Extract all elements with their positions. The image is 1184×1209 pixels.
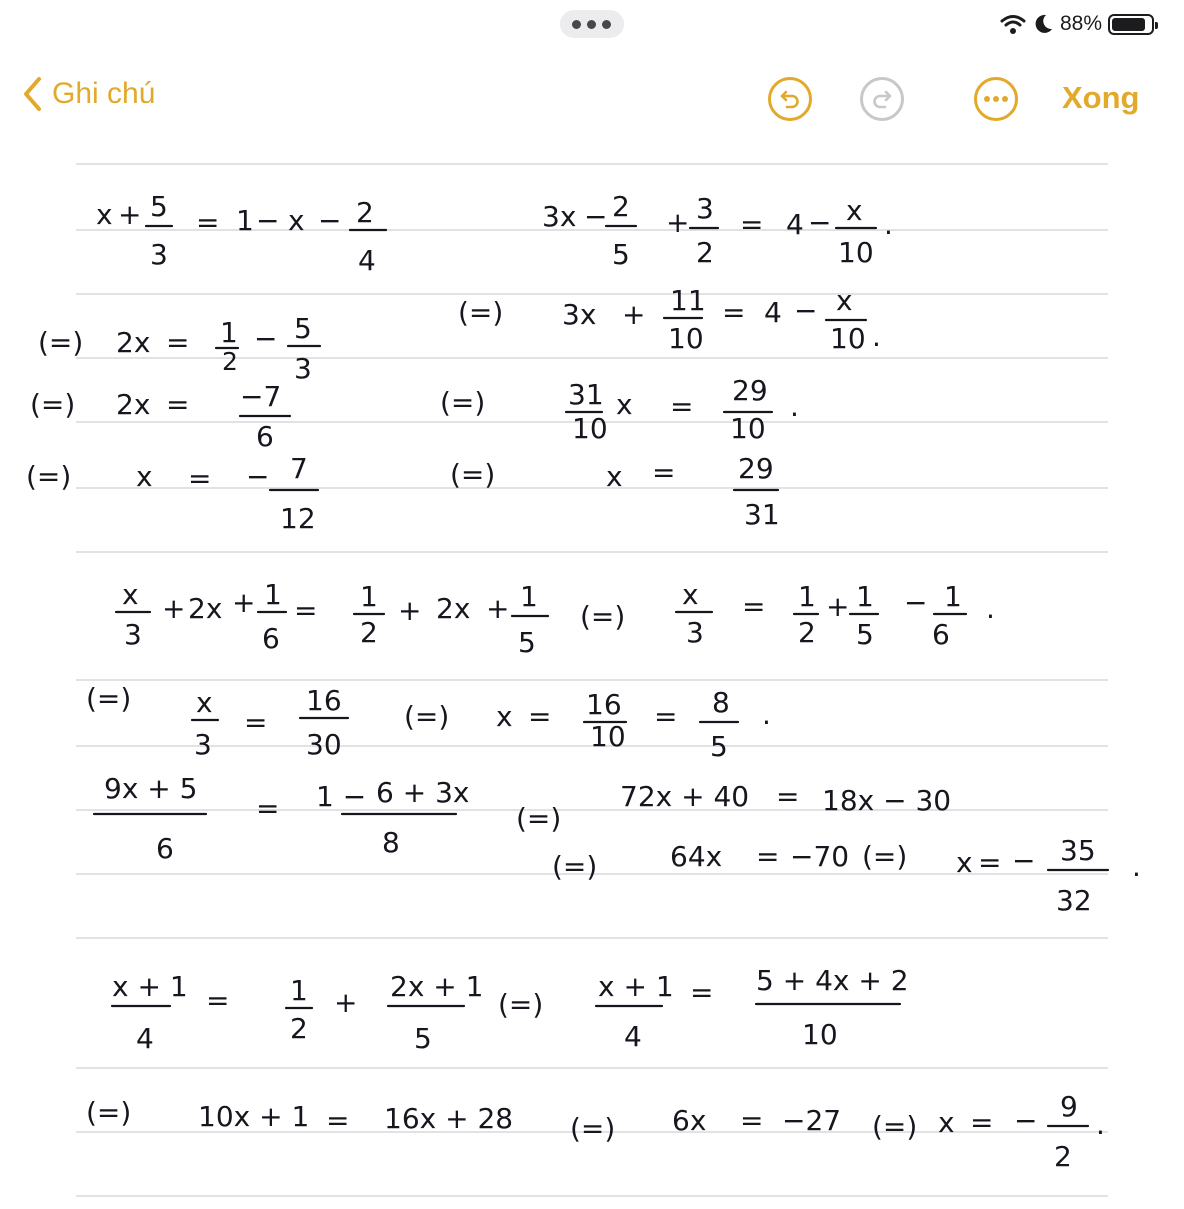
ink-text: 3 bbox=[294, 352, 312, 385]
ink-text: 31 bbox=[568, 378, 604, 411]
ink-text: 3 bbox=[686, 616, 704, 649]
ink-text: 3 bbox=[696, 192, 714, 225]
ink-text: x + 1 bbox=[598, 970, 674, 1003]
equation-2 bbox=[440, 190, 893, 531]
ink-text: = bbox=[722, 296, 746, 329]
ink-text: (=) bbox=[86, 682, 132, 715]
ink-text: 4 bbox=[786, 208, 804, 241]
ink-text: 5 + 4x + 2 bbox=[756, 964, 909, 997]
ink-text: − bbox=[904, 586, 928, 619]
ink-text: = bbox=[654, 700, 678, 733]
ink-text: − bbox=[256, 204, 280, 237]
ink-text: 2 bbox=[360, 616, 378, 649]
ink-text: − bbox=[246, 460, 270, 493]
ink-text: + bbox=[232, 586, 256, 619]
ink-text: 6 bbox=[932, 618, 950, 651]
ink-text: 2 bbox=[1054, 1140, 1072, 1173]
ink-text: − bbox=[808, 206, 832, 239]
ink-text: . bbox=[790, 390, 799, 423]
ink-text: x bbox=[496, 700, 513, 733]
ink-text: 1 bbox=[264, 578, 282, 611]
ink-text: − bbox=[1014, 1104, 1038, 1137]
ink-text: 3x bbox=[542, 200, 577, 233]
ink-text: 5 bbox=[150, 190, 168, 223]
ink-text: = bbox=[776, 780, 800, 813]
ink-text: = bbox=[978, 846, 1002, 879]
ink-text: 1 bbox=[360, 580, 378, 613]
ink-text: 1 bbox=[236, 204, 254, 237]
ink-text: 10 bbox=[802, 1018, 838, 1051]
ink-text: + bbox=[118, 198, 142, 231]
ink-text: 4 bbox=[624, 1020, 642, 1053]
ink-text: 2 bbox=[356, 196, 374, 229]
ink-text: = bbox=[970, 1106, 994, 1139]
equation-1 bbox=[26, 190, 386, 535]
ink-text: 11 bbox=[670, 284, 706, 317]
ink-text: x bbox=[288, 204, 305, 237]
ink-text: 2 bbox=[612, 190, 630, 223]
ink-text: (=) bbox=[570, 1112, 616, 1145]
multitasking-dots[interactable] bbox=[560, 10, 624, 38]
ink-text: (=) bbox=[26, 460, 72, 493]
ink-text: = bbox=[294, 594, 318, 627]
ink-text: 8 bbox=[712, 686, 730, 719]
ink-text: 5 bbox=[414, 1022, 432, 1055]
ink-text: + bbox=[826, 590, 850, 623]
ink-text: −70 bbox=[790, 840, 850, 873]
ink-text: = bbox=[206, 984, 230, 1017]
ink-text: = bbox=[690, 976, 714, 1009]
ink-text: . bbox=[1096, 1108, 1105, 1141]
ink-text: . bbox=[986, 592, 995, 625]
ink-text: = bbox=[166, 388, 190, 421]
ink-text: x + 1 bbox=[112, 970, 188, 1003]
ink-text: − bbox=[1012, 844, 1036, 877]
ink-text: + bbox=[162, 592, 186, 625]
ink-text: 6 bbox=[156, 832, 174, 865]
ink-text: 2x bbox=[116, 388, 151, 421]
ink-text: x bbox=[846, 194, 863, 227]
ink-text: 5 bbox=[518, 626, 536, 659]
redo-button[interactable] bbox=[860, 77, 904, 121]
ink-text: 1 bbox=[520, 580, 538, 613]
battery-icon bbox=[1108, 14, 1154, 35]
ink-text: x bbox=[96, 198, 113, 231]
ink-text: = bbox=[196, 206, 220, 239]
ink-text: − bbox=[254, 322, 278, 355]
ink-text: 2x bbox=[188, 592, 223, 625]
ink-text: 1 bbox=[856, 580, 874, 613]
ink-text: 16 bbox=[306, 684, 342, 717]
ink-text: 6x bbox=[672, 1104, 707, 1137]
ink-text: (=) bbox=[580, 600, 626, 633]
ink-text: 2 bbox=[222, 347, 238, 376]
ink-text: . bbox=[872, 320, 881, 353]
ink-text: 72x + 40 bbox=[620, 780, 750, 813]
ink-text: + bbox=[398, 594, 422, 627]
ink-text: 1 bbox=[290, 974, 308, 1007]
ink-text: = bbox=[740, 1104, 764, 1137]
status-indicators bbox=[1000, 8, 1154, 40]
ink-text: 5 bbox=[710, 730, 728, 763]
ink-text: = bbox=[326, 1104, 350, 1137]
ink-text: 10 bbox=[572, 412, 608, 445]
ink-text: (=) bbox=[440, 386, 486, 419]
ink-text: 4 bbox=[358, 244, 376, 277]
ink-text: 7 bbox=[290, 452, 308, 485]
ink-text: (=) bbox=[552, 850, 598, 883]
ink-text: + bbox=[666, 206, 690, 239]
ink-text: (=) bbox=[86, 1096, 132, 1129]
ink-text: 64x bbox=[670, 840, 723, 873]
ink-text: x bbox=[682, 578, 699, 611]
ink-text: 4 bbox=[764, 296, 782, 329]
ink-text: 2 bbox=[696, 236, 714, 269]
undo-button[interactable] bbox=[768, 77, 812, 121]
ink-text: (=) bbox=[516, 802, 562, 835]
ink-text: 16x + 28 bbox=[384, 1102, 514, 1135]
ink-text: 1 bbox=[798, 580, 816, 613]
ink-text: . bbox=[1132, 850, 1141, 883]
ink-text: 10 bbox=[838, 236, 874, 269]
ink-text: − bbox=[794, 294, 818, 327]
ink-text: (=) bbox=[404, 700, 450, 733]
ink-text: 3 bbox=[150, 238, 168, 271]
more-icon bbox=[983, 95, 1009, 103]
ink-text: 10 bbox=[830, 322, 866, 355]
ink-text: x bbox=[938, 1106, 955, 1139]
ink-text: + bbox=[334, 986, 358, 1019]
ink-text: 9 bbox=[1060, 1090, 1078, 1123]
ink-text: 1 − bbox=[316, 780, 367, 813]
ink-text: 6 bbox=[262, 622, 280, 655]
ink-text: = bbox=[670, 390, 694, 423]
ink-text: x bbox=[606, 460, 623, 493]
back-label: Ghi chú bbox=[52, 77, 156, 110]
ink-text: 16 bbox=[586, 688, 622, 721]
ink-text: x bbox=[956, 846, 973, 879]
ink-text: x bbox=[196, 686, 213, 719]
ink-text: (=) bbox=[30, 388, 76, 421]
ink-text: x bbox=[836, 284, 853, 317]
navigation-bar bbox=[0, 60, 1184, 140]
ink-text: 1 bbox=[220, 316, 238, 349]
ink-text: 3 bbox=[124, 618, 142, 651]
ink-text: 8 bbox=[382, 826, 400, 859]
moon-icon bbox=[1032, 13, 1054, 35]
more-button[interactable] bbox=[974, 77, 1018, 121]
ink-text: 1 bbox=[944, 580, 962, 613]
ink-text: = bbox=[244, 706, 268, 739]
ink-text: (=) bbox=[872, 1110, 918, 1143]
ink-text: 3x bbox=[562, 298, 597, 331]
battery-percent: 88% bbox=[1059, 12, 1102, 35]
ink-text: 10 bbox=[590, 720, 626, 753]
ink-text: 6 + 3x bbox=[376, 776, 470, 809]
ink-text: 30 bbox=[306, 728, 342, 761]
ink-text: x bbox=[616, 388, 633, 421]
note-canvas[interactable] bbox=[0, 150, 1184, 1209]
ink-text: 5 bbox=[612, 238, 630, 271]
ink-text: (=) bbox=[862, 840, 908, 873]
ink-text: = bbox=[756, 840, 780, 873]
ink-text: 4 bbox=[136, 1022, 154, 1055]
ink-text: 2 bbox=[290, 1012, 308, 1045]
note-drawing bbox=[0, 150, 1184, 1209]
ink-text: 9x + 5 bbox=[104, 772, 198, 805]
ink-text: 10 bbox=[730, 412, 766, 445]
equation-3 bbox=[86, 578, 995, 763]
ink-text: = bbox=[188, 462, 212, 495]
ink-text: − bbox=[318, 204, 342, 237]
ink-text: 29 bbox=[738, 452, 774, 485]
ink-text: + bbox=[622, 298, 646, 331]
ink-text: = bbox=[652, 456, 676, 489]
battery-fill bbox=[1112, 18, 1145, 31]
done-button[interactable]: Xong bbox=[1062, 80, 1140, 115]
status-bar bbox=[0, 0, 1184, 48]
ink-text: . bbox=[762, 698, 771, 731]
ink-text: (=) bbox=[498, 988, 544, 1021]
ink-text: 35 bbox=[1060, 834, 1096, 867]
ink-text: 6 bbox=[256, 420, 274, 453]
ink-text: (=) bbox=[450, 458, 496, 491]
ink-text: 5 bbox=[294, 312, 312, 345]
ink-text: 31 bbox=[744, 498, 780, 531]
ink-text: = bbox=[256, 792, 280, 825]
undo-icon bbox=[778, 87, 802, 111]
ink-text: 5 bbox=[856, 618, 874, 651]
ink-text: x bbox=[122, 578, 139, 611]
ink-text: 2x bbox=[116, 326, 151, 359]
ink-text: −27 bbox=[782, 1104, 842, 1137]
ink-text: 10x + 1 bbox=[198, 1100, 310, 1133]
ink-text: 32 bbox=[1056, 884, 1092, 917]
chevron-left-icon bbox=[22, 76, 42, 112]
ink-text: 2 bbox=[798, 616, 816, 649]
ink-text: 10 bbox=[668, 322, 704, 355]
ink-text: 2x bbox=[436, 592, 471, 625]
ink-text: = bbox=[528, 700, 552, 733]
ink-text: 12 bbox=[280, 502, 316, 535]
ink-text: . bbox=[884, 208, 893, 241]
back-button[interactable] bbox=[22, 76, 155, 112]
ink-text: = bbox=[166, 326, 190, 359]
ink-text: + bbox=[486, 592, 510, 625]
ink-text: 29 bbox=[732, 374, 768, 407]
ink-text: 18x − 30 bbox=[822, 784, 952, 817]
wifi-icon bbox=[1000, 13, 1026, 35]
ink-text: 3 bbox=[194, 728, 212, 761]
ink-text: x bbox=[136, 460, 153, 493]
ink-text: (=) bbox=[38, 326, 84, 359]
ink-text: − bbox=[584, 200, 608, 233]
ink-text: −7 bbox=[240, 380, 282, 413]
ink-text: (=) bbox=[458, 296, 504, 329]
ink-text: = bbox=[740, 208, 764, 241]
ink-text: 2x + 1 bbox=[390, 970, 484, 1003]
ink-text: = bbox=[742, 590, 766, 623]
equation-4 bbox=[94, 772, 1141, 917]
redo-icon bbox=[870, 87, 894, 111]
